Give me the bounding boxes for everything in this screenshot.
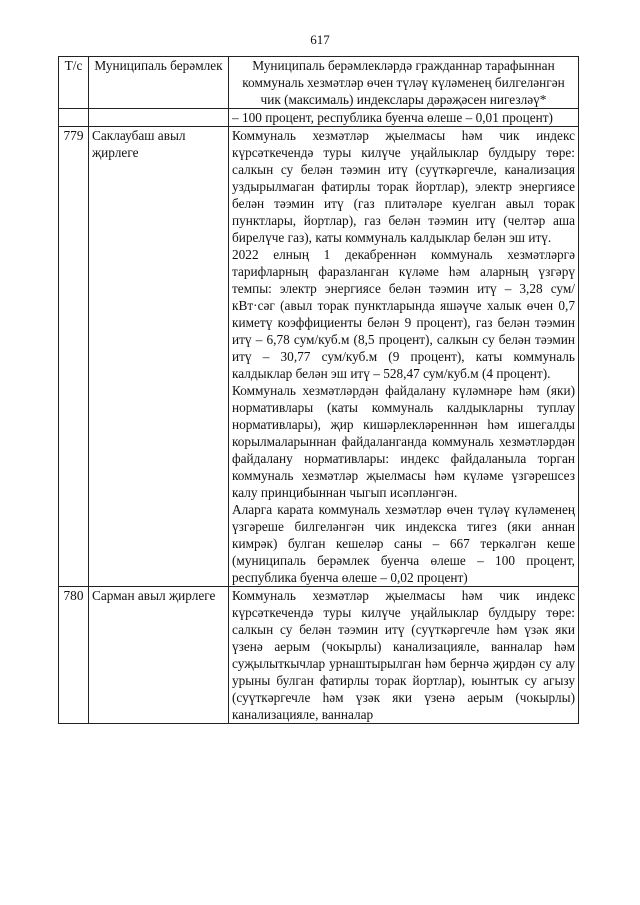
header-municipality: Муниципаль берәмлек xyxy=(89,57,229,109)
row-description xyxy=(229,587,579,724)
row-description xyxy=(229,109,579,127)
table-row xyxy=(59,127,579,587)
header-description: Муниципаль берәмлекләрдә гражданнар тарафыннан коммуналь хезмәтләр өчен түләү күләменең билгеләнгән чик (максималь) индекслары дәрәҗәсен нигезләү* xyxy=(229,57,579,109)
row-paragraph: – 100 процент, республика буенча өлеше – 0,01 процент) xyxy=(232,110,553,125)
row-paragraph: Коммуналь хезмәтләрдән файдалану күләмнәре һәм (яки) нормативлары (каты коммуналь калдыкларны туплау нормативлары), җир кишәрлекләренннән һәм ишегалды корылмаларыннан файдаланганда коммуналь хезмәтләрдән файдалану нормативлары: индекс файдаланыла торган коммуналь хезмәтләр җыелмасы һәм күләме үзгәрешсез калу принцибыннан чыгып исәпләнгән. xyxy=(232,383,575,500)
row-municipality xyxy=(89,109,229,127)
row-number: 779 xyxy=(59,127,89,587)
row-number: 780 xyxy=(59,587,89,724)
row-paragraph: Коммуналь хезмәтләр җыелмасы һәм чик индекс күрсәткечендә туры килүче уңайлыклар булдыру төре: салкын су белән тәэмин итү (суүткәргечле, канализация уздырылмаган фатирлы торак йортлар), электр энергиясе белән тәэмин итү (газ плитәләре куелган авыл торак пунктлары, йортлар), газ белән тәэмин итү (челтәр аша бирелүче газ), каты коммуналь калдыклар белән эш итү. xyxy=(232,128,575,245)
row-municipality: Сарман авыл җирлеге xyxy=(89,587,229,724)
row-description xyxy=(229,127,579,587)
page-number: 617 xyxy=(310,32,330,47)
table-row xyxy=(59,587,579,724)
header-number: Т/с xyxy=(59,57,89,109)
row-paragraph: Коммуналь хезмәтләр җыелмасы һәм чик индекс күрсәткечендә туры килүче уңайлыклар булдыру төре: салкын су белән тәэмин итү (суүткәргечле һәм үзәк яки үзенә аерым (чокырлы) канализацияле, ванналар һәм суҗылыткычлар урнаштырылган һәм бернчә җирдән су алу урыны булган фатирлы торак йортлар), юынтык су агызу (суүткәргечле һәм үзәк яки үзенә аерым (чокырлы) канализацияле, ванналар xyxy=(232,588,575,722)
row-municipality: Саклаубаш авыл җирлеге xyxy=(89,127,229,587)
row-paragraph: Аларга карата коммуналь хезмәтләр өчен түләү күләменең үзгәреше билгеләнгән чик индекска тигез (яки аннан кимрәк) булган кешеләр саны – 667 теркәлгән кеше (муниципаль берәмлек буенча өлеше – 100 процент, республика буенча өлеше – 0,02 процент) xyxy=(232,502,575,585)
municipality-index-table xyxy=(58,56,579,724)
row-paragraph: 2022 елның 1 декабреннән коммуналь хезмәтләргә тарифларның фаразланган күләме һәм аларның үзгәрү темпы: электр энергиясе белән тәэмин итү – 3,28 сум/кВт·сәг (авыл торак пунктларында яшәүче халык өчен 0,7 киметү коэффициенты белән 9 процент), газ белән тәэмин итү – 6,78 сум/куб.м (8,5 процент), салкын су белән тәэмин итү – 30,77 сум/куб.м (9 процент), каты коммуналь калдыклар белән эш итү – 528,47 сум/куб.м (4 процент). xyxy=(232,247,575,381)
row-number xyxy=(59,109,89,127)
table-header-row xyxy=(59,57,579,109)
table-row xyxy=(59,109,579,127)
